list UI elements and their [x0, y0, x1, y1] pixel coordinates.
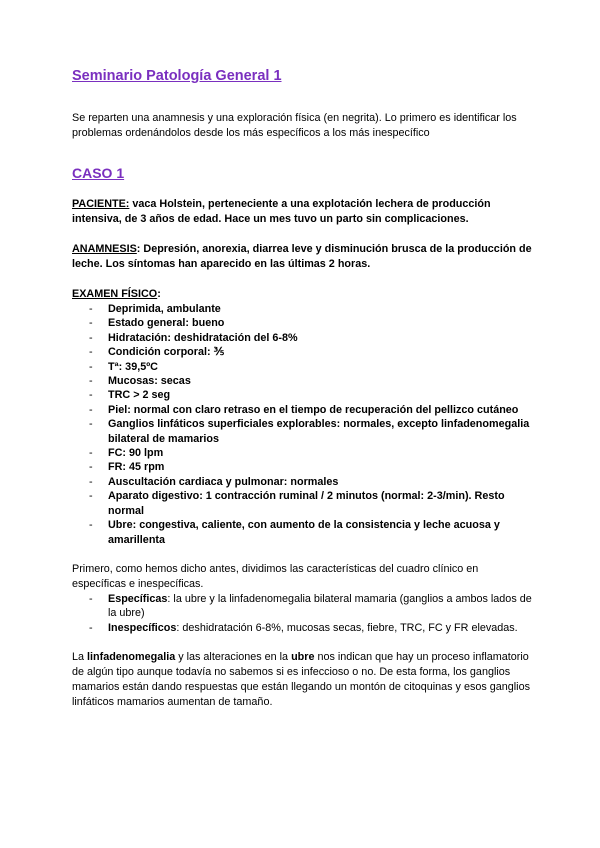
list-item: - FC: 90 lpm — [72, 446, 532, 460]
patient-paragraph — [72, 197, 532, 227]
especificas-text: : la ubre y la linfadenomegalia bilateral mamaria (ganglios a ambos lados de la ubre) — [108, 592, 532, 620]
final-text-2: y las alteraciones en la — [175, 651, 292, 664]
primero-paragraph: Primero, como hemos dicho antes, dividimos las características del cuadro clínico en específicas e inespecíficas. — [72, 562, 479, 590]
anamnesis-paragraph — [72, 242, 532, 272]
list-item: - Tª: 39,5ºC — [72, 360, 532, 374]
list-item-especificas — [72, 592, 532, 621]
exam-list — [72, 302, 532, 547]
document-title: Seminario Patología General 1 — [72, 68, 282, 84]
list-item: - Condición corporal: ⅗ — [72, 345, 532, 359]
list-item: - Hidratación: deshidratación del 6-8% — [72, 331, 532, 345]
list-item: - Estado general: bueno — [72, 316, 532, 330]
final-text-1: La — [72, 651, 88, 664]
list-item: - Aparato digestivo: 1 contracción ruminal / 2 minutos (normal: 2-3/min). Resto normal — [72, 489, 532, 518]
list-item-inespecificos — [72, 621, 532, 635]
list-item: - Mucosas: secas — [72, 374, 532, 388]
list-item: - Piel: normal con claro retraso en el tiempo de recuperación del pellizco cutáneo — [72, 403, 532, 417]
classification-list — [72, 592, 532, 635]
final-text-3: nos indican que hay un proceso inflamatorio de algún tipo aunque todavía no sabemos si es infeccioso o no. De esta forma, los ganglios mamarios están dando respuestas que están llegando un montón de citoquinas y esos ganglios linfáticos mamarios aumentan de tamaño. — [72, 651, 530, 709]
exam-colon: : — [157, 288, 161, 300]
list-item: - Ganglios linfáticos superficiales explorables: normales, excepto linfadenomegalia bilateral de mamarios — [72, 417, 532, 446]
intro-paragraph: Se reparten una anamnesis y una exploración física (en negrita). Lo primero es identificar los problemas ordenándolos desde los más específicos a los más inespecífico — [72, 112, 517, 139]
inespecificos-text: : deshidratación 6-8%, mucosas secas, fiebre, TRC, FC y FR elevadas. — [176, 621, 518, 634]
case-heading: CASO 1 — [72, 165, 125, 181]
patient-label: PACIENTE: — [72, 198, 130, 210]
final-paragraph — [72, 650, 532, 710]
list-item: - TRC > 2 seg — [72, 388, 532, 402]
list-item: - Auscultación cardiaca y pulmonar: normales — [72, 475, 532, 489]
final-bold-1: linfadenomegalia — [87, 651, 176, 664]
inespecificos-label: Inespecíficos — [108, 621, 177, 634]
especificas-label: Específicas — [108, 592, 168, 605]
exam-heading — [72, 287, 532, 302]
list-item: - Ubre: congestiva, caliente, con aumento de la consistencia y leche acuosa y amarillenta — [72, 518, 532, 547]
list-item: - Deprimida, ambulante — [72, 302, 532, 316]
exam-label: EXAMEN FÍSICO — [72, 288, 158, 300]
anamnesis-text: : Depresión, anorexia, diarrea leve y disminución brusca de la producción de leche. Los síntomas han aparecido en las últimas 2 horas. — [72, 243, 532, 270]
final-bold-2: ubre — [291, 651, 315, 664]
patient-text: vaca Holstein, perteneciente a una explotación lechera de producción intensiva, de 3 años de edad. Hace un mes tuvo un parto sin complicaciones. — [72, 198, 491, 225]
list-item: - FR: 45 rpm — [72, 460, 532, 474]
document-page — [72, 66, 532, 710]
anamnesis-label: ANAMNESIS — [72, 243, 137, 255]
